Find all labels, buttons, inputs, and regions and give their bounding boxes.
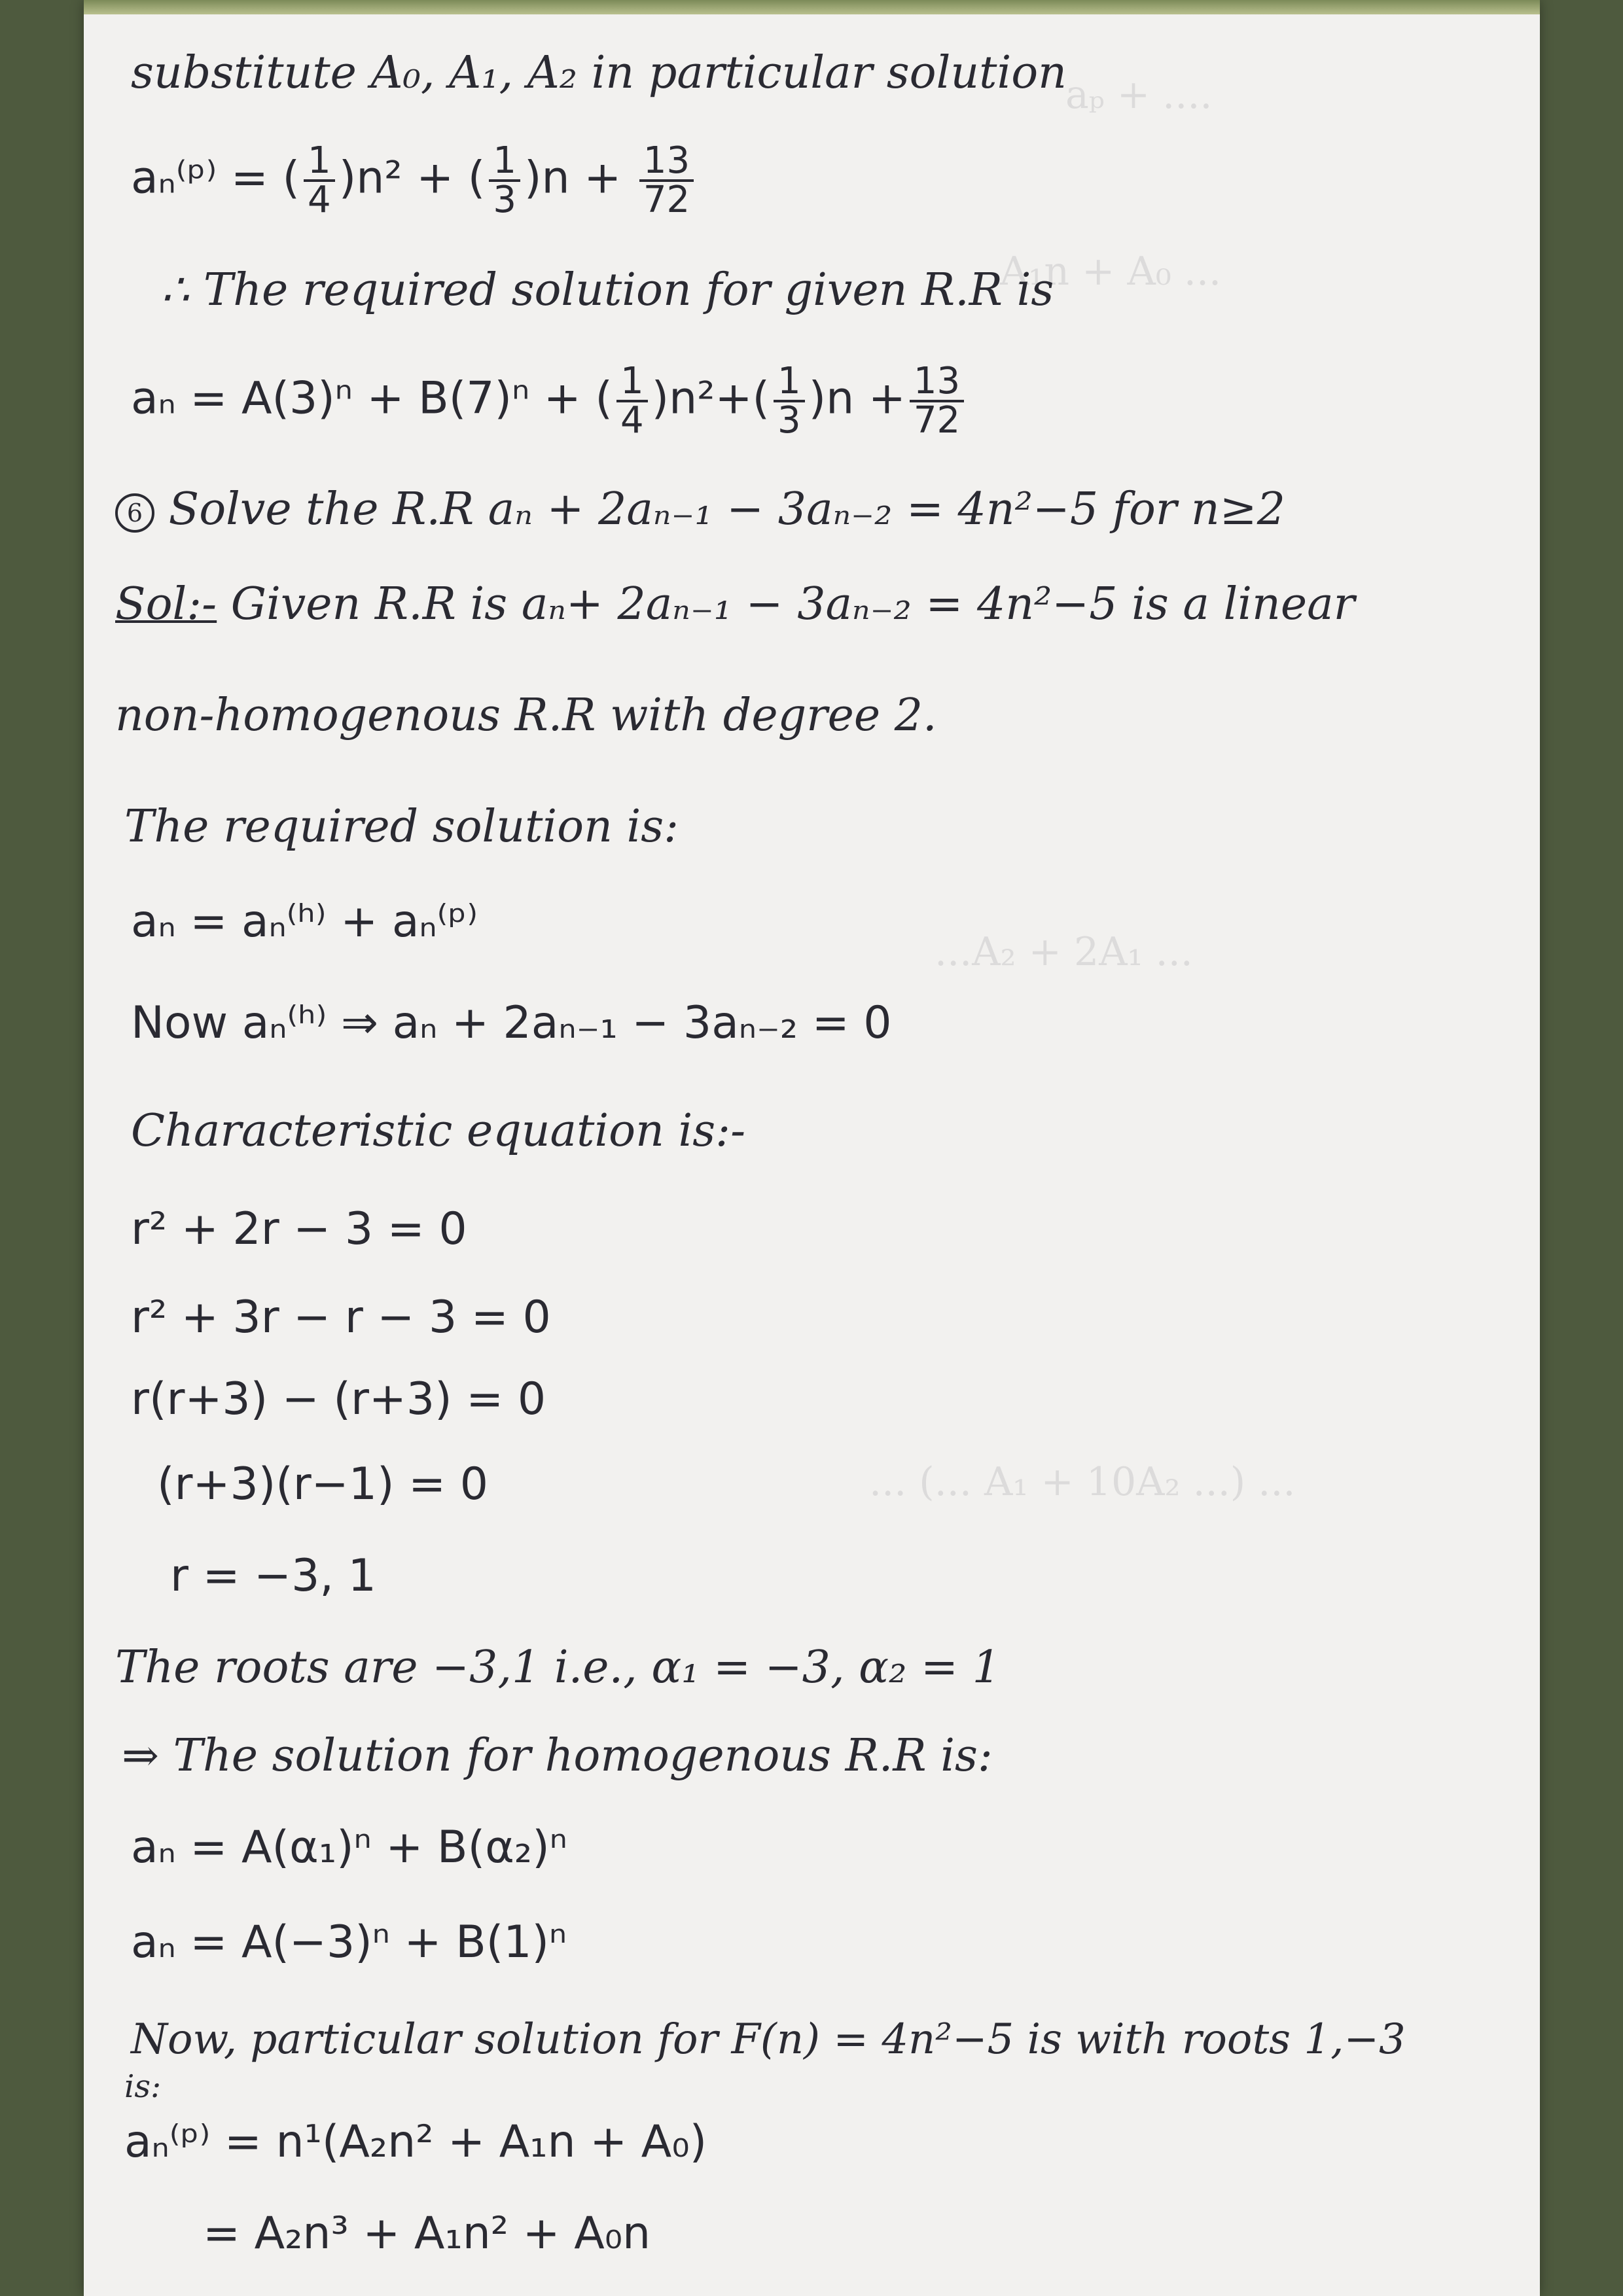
equation-line: r² + 3r − r − 3 = 0 [131, 1292, 551, 1343]
equation-line: Now aₙ⁽ʰ⁾ ⇒ aₙ + 2aₙ₋₁ − 3aₙ₋₂ = 0 [131, 997, 892, 1049]
equation-lhs: aₙ = A(3)ⁿ + B(7)ⁿ + [131, 372, 581, 425]
bleed-through: ...A₂ + 2A₁ ... [935, 929, 1193, 975]
fraction-quarter: $\frac{1}{4}$ [616, 363, 648, 439]
equation-line: (r+3)(r−1) = 0 [157, 1458, 488, 1510]
question-line [115, 484, 1285, 535]
solution-label: Sol:- [115, 578, 217, 630]
bleed-through: ... (... A₁ + 10A₂ ...) ... [869, 1459, 1296, 1505]
text-line: is: [124, 2068, 162, 2105]
notebook-page [84, 0, 1540, 2296]
page-top-edge [84, 0, 1540, 14]
bleed-through: A₁n + A₀ ... [1000, 249, 1222, 294]
equation-line: aₙ⁽ᵖ⁾ = ( $\frac{1}{4}$ )n² + ( $\frac{1}{3}$ )n + $\frac{13}{72}$ [131, 143, 698, 219]
text-line: The roots are −3,1 i.e., α₁ = −3, α₂ = 1 [115, 1642, 1001, 1693]
equation-line: aₙ = A(α₁)ⁿ + B(α₂)ⁿ [131, 1822, 567, 1873]
equation-line: r(r+3) − (r+3) = 0 [131, 1373, 546, 1425]
solution-line [115, 578, 1355, 630]
text-line: Characteristic equation is:- [131, 1105, 746, 1157]
question-number: 6 [115, 493, 154, 533]
equation-line: = A₂n³ + A₁n² + A₀n [203, 2208, 651, 2259]
text-line: non-homogenous R.R with degree 2. [115, 690, 937, 741]
equation-line: r² + 2r − 3 = 0 [131, 1203, 467, 1255]
text-line: substitute A₀, A₁, A₂ in particular solution [131, 47, 1067, 99]
equation-term: n²+ [669, 372, 753, 425]
equation-line: r = −3, 1 [170, 1550, 376, 1602]
equation-term: n + [826, 372, 906, 425]
text-line: ∴ The required solution for given R.R is [161, 264, 1054, 316]
equation-lhs: aₙ⁽ᵖ⁾ = [131, 152, 268, 204]
equation-term: n + [541, 152, 635, 204]
solution-text: Given R.R is aₙ+ 2aₙ₋₁ − 3aₙ₋₂ = 4n²−5 is a linear [217, 578, 1355, 630]
fraction-quarter: $\frac{1}{4}$ [304, 143, 335, 219]
equation-line: aₙ = aₙ⁽ʰ⁾ + aₙ⁽ᵖ⁾ [131, 896, 478, 947]
equation-line: aₙ = A(3)ⁿ + B(7)ⁿ + ( $\frac{1}{4}$ )n²+( $\frac{1}{3}$ )n + $\frac{13}{72}$ [131, 363, 968, 439]
equation-term: n² + [356, 152, 468, 204]
text-line: The required solution is: [124, 801, 679, 853]
fraction-constant: $\frac{13}{72}$ [639, 143, 694, 219]
equation-line: aₙ = A(−3)ⁿ + B(1)ⁿ [131, 1916, 567, 1968]
equation-line: aₙ⁽ᵖ⁾ = n¹(A₂n² + A₁n + A₀) [124, 2116, 707, 2168]
question-text: Solve the R.R aₙ + 2aₙ₋₁ − 3aₙ₋₂ = 4n²−5 for n≥2 [168, 484, 1285, 535]
fraction-third: $\frac{1}{3}$ [489, 143, 520, 219]
text-line: ⇒ The solution for homogenous R.R is: [122, 1730, 993, 1782]
fraction-third: $\frac{1}{3}$ [774, 363, 805, 439]
bleed-through: aₚ + .... [1065, 72, 1213, 118]
fraction-constant: $\frac{13}{72}$ [910, 363, 964, 439]
text-line: Now, particular solution for F(n) = 4n²−5 is with roots 1,−3 [131, 2015, 1406, 2064]
